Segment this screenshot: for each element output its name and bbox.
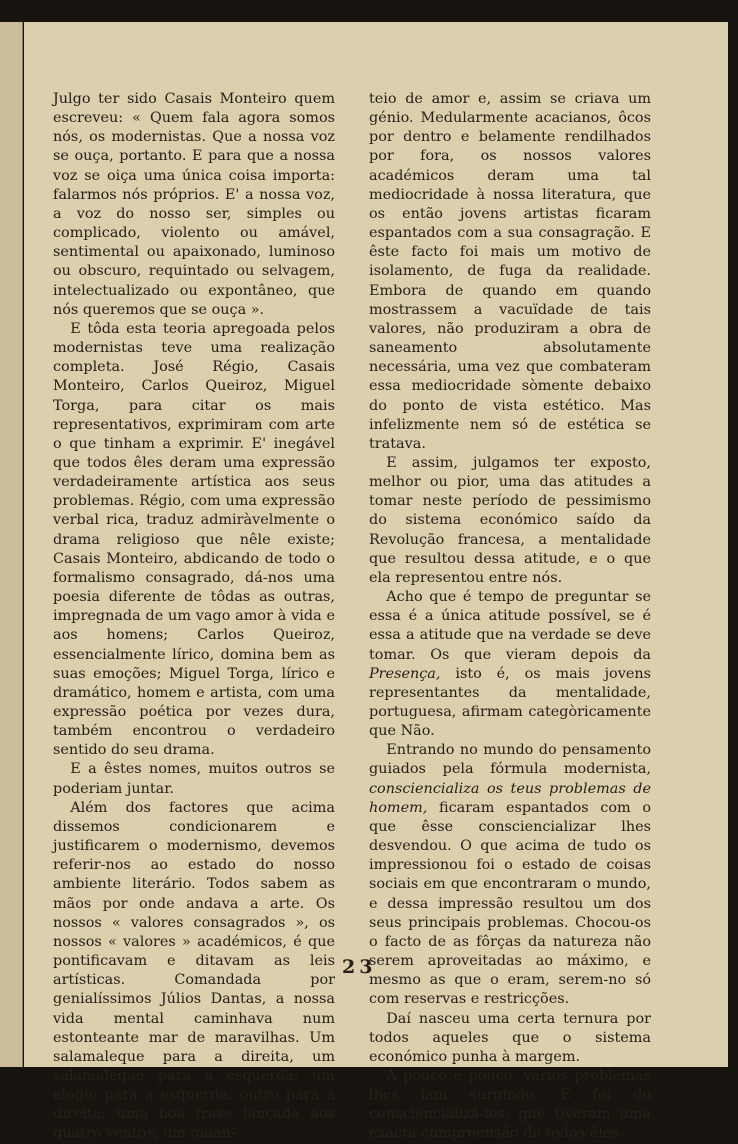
left-column	[53, 90, 335, 1144]
paragraph: Daí nasceu uma certa ternura por todos aqueles que o sistema económico punha à margem.	[369, 1010, 651, 1065]
paragraph: E a êstes nomes, muitos outros se poderiam juntar.	[53, 761, 335, 797]
facing-page-edge	[0, 22, 23, 1067]
paragraph	[369, 588, 651, 741]
paragraph: teio de amor e, assim se criava um génio. Medularmente acacianos, ôcos por dentro e belamente rendilhados por fora, os nossos valores académicos deram uma tal mediocridade à nossa literatura, que os então jovens artistas ficaram espantados com a sua consagração. E êste facto foi mais um motivo de isolamento, de fuga da realidade. Embora de quando em quando mostrassem a vacuïdade de tais valores, não produziram a obra de saneamento absolutamente necessária, uma vez que combateram essa mediocridade sòmente debaixo do ponto de vista estético. Mas infelizmente nem só de estética se tratava.	[369, 91, 651, 452]
paragraph-text: isto é, os mais jovens representantes da mentalidade, portuguesa, afirmam categòricamente que Não.	[369, 665, 652, 740]
italic-quote: consciencializa os teus problemas de homem,	[369, 780, 651, 816]
paragraph-text: Entrando no mundo do pensamento guiados pela fórmula modernista,	[369, 742, 651, 778]
paragraph: Além dos factores que acima dissemos condicionarem e justificarem o modernismo, devemos referir-nos ao estado do nosso ambiente literário. Todos sabem as mãos por onde andava a arte. Os nossos « valores consagrados », os nossos « valores » académicos, é que pontificavam e ditavam as leis artísticas. Comandada por genialíssimos Júlios Dantas, a nossa vida mental caminhava num estonteante mar de maravilhas. Um salamaleque para a direita, um salamaleque para a esquerda; um elogio para a esquerda, outro para a direita; uma boa frase lançada aos quatro ventos; um galan-	[53, 799, 335, 1142]
italic-title: Presença,	[369, 665, 441, 682]
paragraph: Julgo ter sido Casais Monteiro quem escreveu: « Quem fala agora somos nós, os modernistas. Que a nossa voz se ouça, portanto. E para que a nossa voz se oiça uma única coisa importa: falarmos nós próprios. E' a nossa voz, a voz do nosso ser, simples ou complicado, violento ou amável, sentimental ou apaixonado, luminoso ou obscuro, requintado ou selvagem, intelectualizado ou expontâneo, que nós queremos que se ouça ».	[53, 91, 335, 318]
paragraph: E tôda esta teoria apregoada pelos modernistas teve uma realização completa. José Régio, Casais Monteiro, Carlos Queiroz, Miguel Torga, para citar os mais representativos, exprimiram com arte o que tinham a exprimir. E' inegável que todos êles deram uma expressão verdadeiramente artística aos seus problemas. Régio, com uma expressão verbal rica, traduz admiràvelmente o drama religioso que nêle existe; Casais Monteiro, abdicando de todo o formalismo consagrado, dá-nos uma poesia diferente de tôdas as outras, impregnada de um vago amor à vida e aos homens; Carlos Queiroz, essencialmente lírico, domina bem as suas emoções; Miguel Torga, lírico e dramático, homem e artista, com uma expressão poética por vezes dura, também encontrou o verdadeiro sentido do seu drama.	[53, 320, 335, 759]
paragraph: A pouco e pouco, vários problemas lhes iam surgindo. E foi do consciencializá-los, que tiveram uma exacta compreensão de todos êles.	[369, 1067, 651, 1142]
paragraph-text: Acho que é tempo de preguntar se essa é a única atitude possível, se é essa a atitude que na verdade se deve tomar. Os que vieram depois da	[369, 589, 651, 663]
page-number: 23	[342, 956, 377, 978]
paragraph: E assim, julgamos ter exposto, melhor ou pior, uma das atitudes a tomar neste período de pessimismo do sistema económico saído da Revolução francesa, a mentalidade que resultou dessa atitude, e o que ela representou entre nós.	[369, 454, 651, 586]
right-column	[369, 90, 651, 1144]
book-page	[24, 22, 728, 1142]
paragraph	[369, 741, 651, 1009]
paragraph-text: ficaram espantados com o que êsse consciencializar lhes desvendou. O que acima de tudo os impressionou foi o estado de coisas sociais em que encontraram o mundo, e dessa impressão resultou um dos seus principais problemas. Chocou-os o facto de as fôrças da natureza não serem aproveitadas ao máximo, e mesmo as que o eram, serem-no só com reservas e restricções.	[369, 799, 652, 1008]
